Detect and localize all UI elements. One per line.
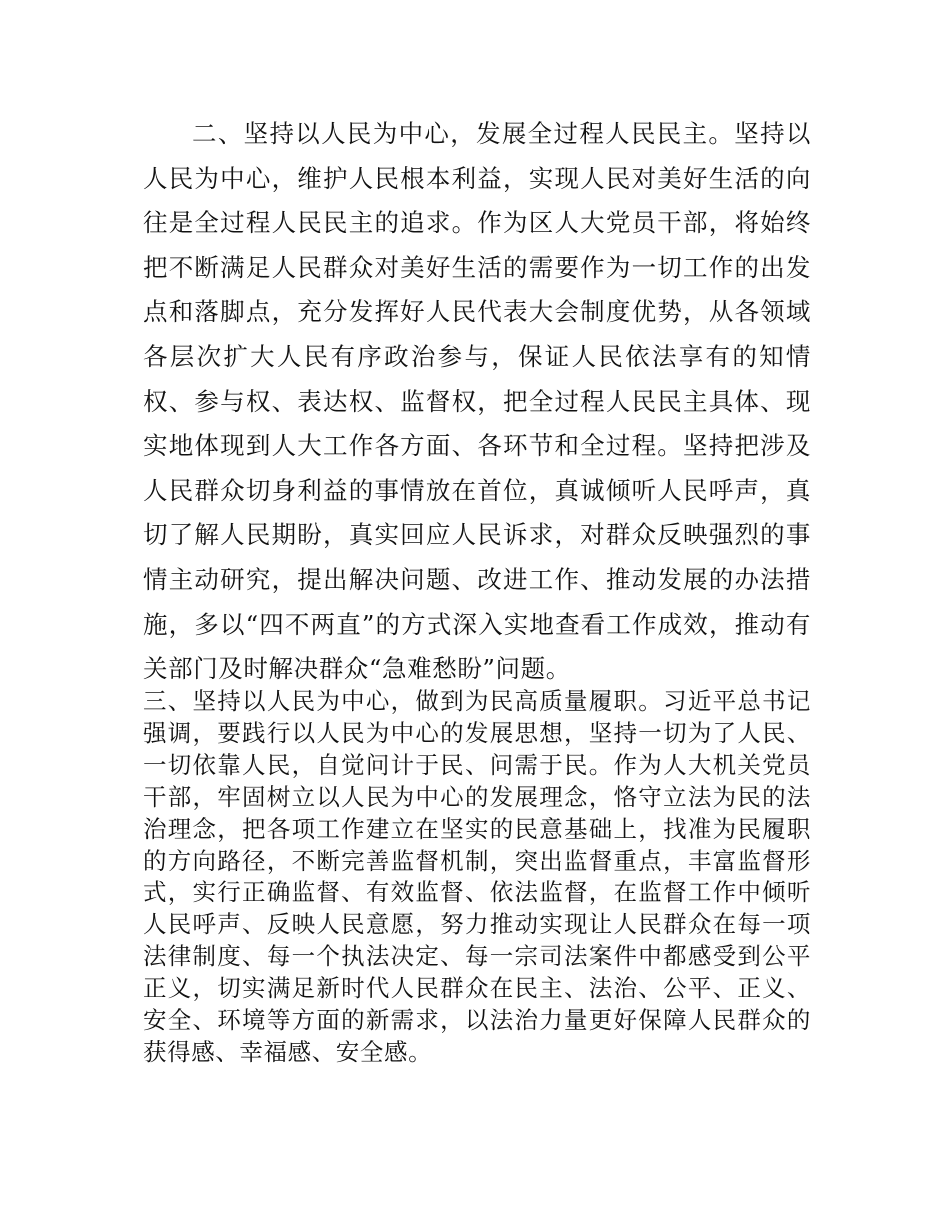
paragraph-high-quality-duty: 三、坚持以人民为中心，做到为民高质量履职。习近平总书记强调，要践行以人民为中心的发展思想，坚持一切为了人民、一切依靠人民，自觉问计于民、问需于民。作为人大机关党员干部，牢固树立以人民为中心的发展理念，恪守立法为民的法治理念，把各项工作建立在坚实的民意基础上，找准为民履职的方向路径，不断完善监督机制，突出监督重点，丰富监督形式，实行正确监督、有效监督、依法监督，在监督工作中倾听人民呼声、反映人民意愿，努力推动实现让人民群众在每一项法律制度、每一个执法决定、每一宗司法案件中都感受到公平正义，切实满足新时代人民群众在民主、法治、公平、正义、安全、环境等方面的新需求，以法治力量更好保障人民群众的获得感、幸福感、安全感。 xyxy=(143,687,811,1066)
paragraph-people-centered-democracy: 二、坚持以人民为中心，发展全过程人民民主。坚持以人民为中心，维护人民根本利益，实现人民对美好生活的向往是全过程人民民主的追求。作为区人大党员干部，将始终把不断满足人民群众对美好生活的需要作为一切工作的出发点和落脚点，充分发挥好人民代表大会制度优势，从各领域各层次扩大人民有序政治参与，保证人民依法享有的知情权、参与权、表达权、监督权，把全过程人民民主具体、现实地体现到人大工作各方面、各环节和全过程。坚持把涉及人民群众切身利益的事情放在首位，真诚倾听人民呼声，真切了解人民期盼，真实回应人民诉求，对群众反映强烈的事情主动研究，提出解决问题、改进工作、推动发展的办法措施，多以“四不两直”的方式深入实地查看工作成效，推动有关部门及时解决群众“急难愁盼”问题。 xyxy=(143,119,811,684)
